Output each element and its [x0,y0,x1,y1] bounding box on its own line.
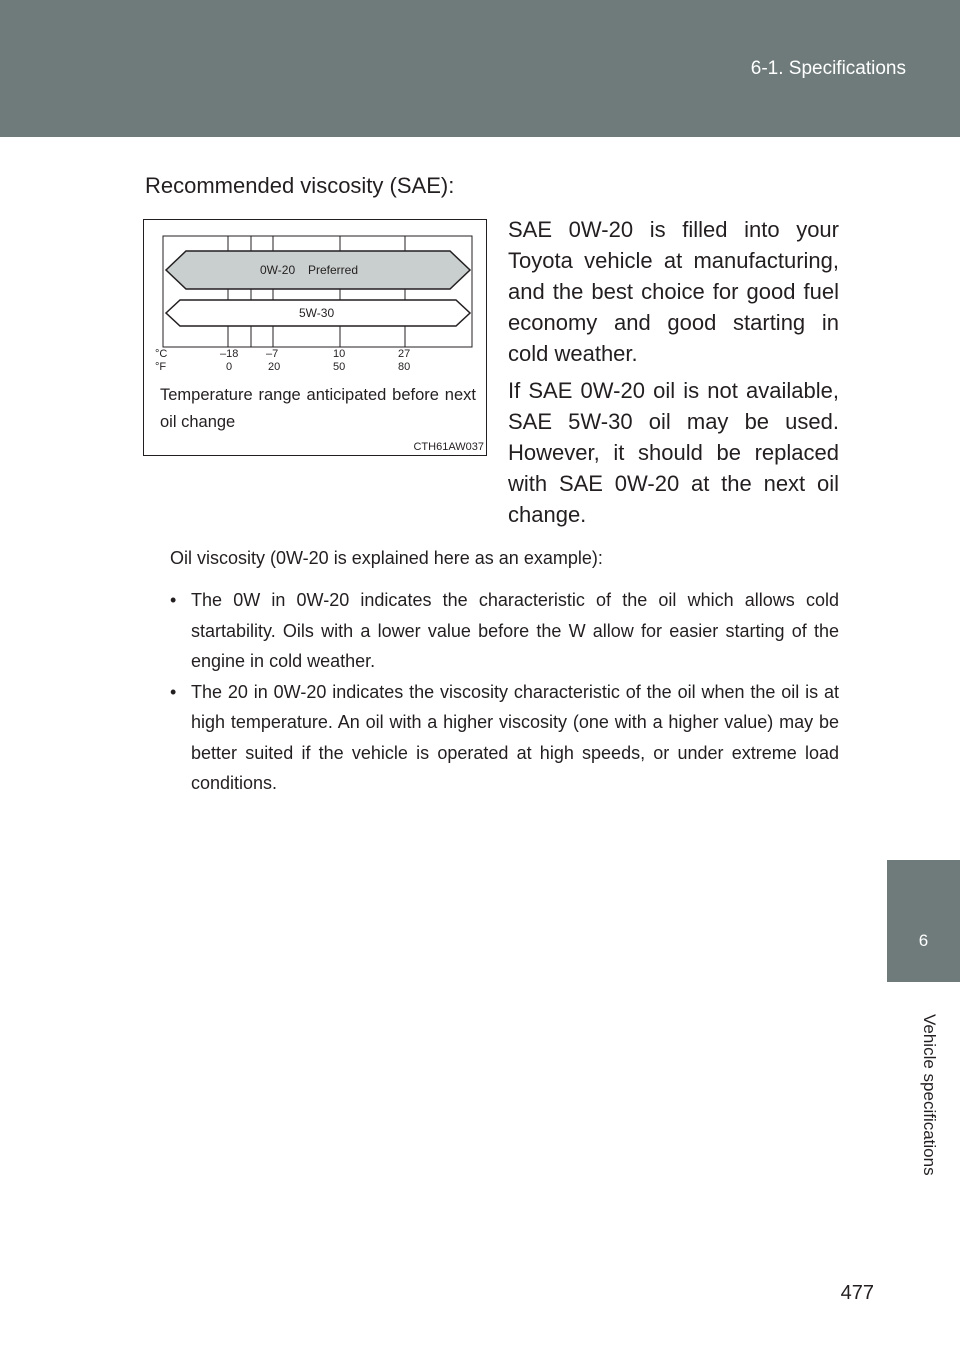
page-number: 477 [840,1282,874,1304]
fahrenheit-tick-3: 50 [333,361,346,373]
paragraph-filled-oil: SAE 0W-20 is filled into your Toyota vehicle at manufacturing, and the best choice for good fuel economy and good starting in cold weather. [508,217,839,366]
fahrenheit-tick-1: 0 [226,361,233,373]
header-band [0,0,960,137]
bar-0w20-note: Preferred [308,263,359,277]
recommended-viscosity-heading: Recommended viscosity (SAE): [145,173,455,198]
chapter-tab[interactable] [887,860,960,982]
celsius-tick-3: 10 [333,348,346,360]
bullet-text: The 20 in 0W-20 indicates the viscosity characteristic of the oil when the oil is at high temperature. An oil with a higher viscosity (one with a higher value) may be better suited if the vehicle is operated at high speeds, or under extreme load conditions. [191,681,839,793]
viscosity-figure [143,219,487,456]
bullet-text: The 0W in 0W-20 indicates the characteristic of the oil which allows cold startability. Oils with a lower value before the W allow for easier starting of the engine in cold weather. [191,590,839,671]
note-intro: Oil viscosity (0W-20 is explained here as an example): [170,548,603,568]
viscosity-description [508,214,839,536]
bar-0w20-label: 0W-20 [260,263,296,277]
figure-code: CTH61AW037 [413,441,484,453]
section-title: 6-1. Specifications [750,58,906,79]
figure-caption: Temperature range anticipated before next oil change [160,386,476,431]
bar-5w30-label: 5W-30 [299,306,335,320]
list-item [170,585,839,677]
note-bullet-list [170,585,839,799]
list-item [170,677,839,799]
paragraph-alternative-oil: If SAE 0W-20 oil is not available, SAE 5W-30 oil may be used. However, it should be replaced with SAE 0W-20 at the next oil change. [508,378,839,527]
chapter-label: Vehicle specifications [920,1014,939,1176]
fahrenheit-tick-4: 80 [398,361,411,373]
fahrenheit-unit: °F [155,361,167,373]
fahrenheit-tick-2: 20 [268,361,281,373]
bullet-mark: • [170,681,177,702]
celsius-tick-1: –18 [220,348,239,360]
celsius-tick-4: 27 [398,348,411,360]
chapter-number: 6 [918,931,929,950]
celsius-unit: °C [155,348,168,360]
bullet-mark: • [170,590,177,610]
celsius-tick-2: –7 [266,348,279,360]
